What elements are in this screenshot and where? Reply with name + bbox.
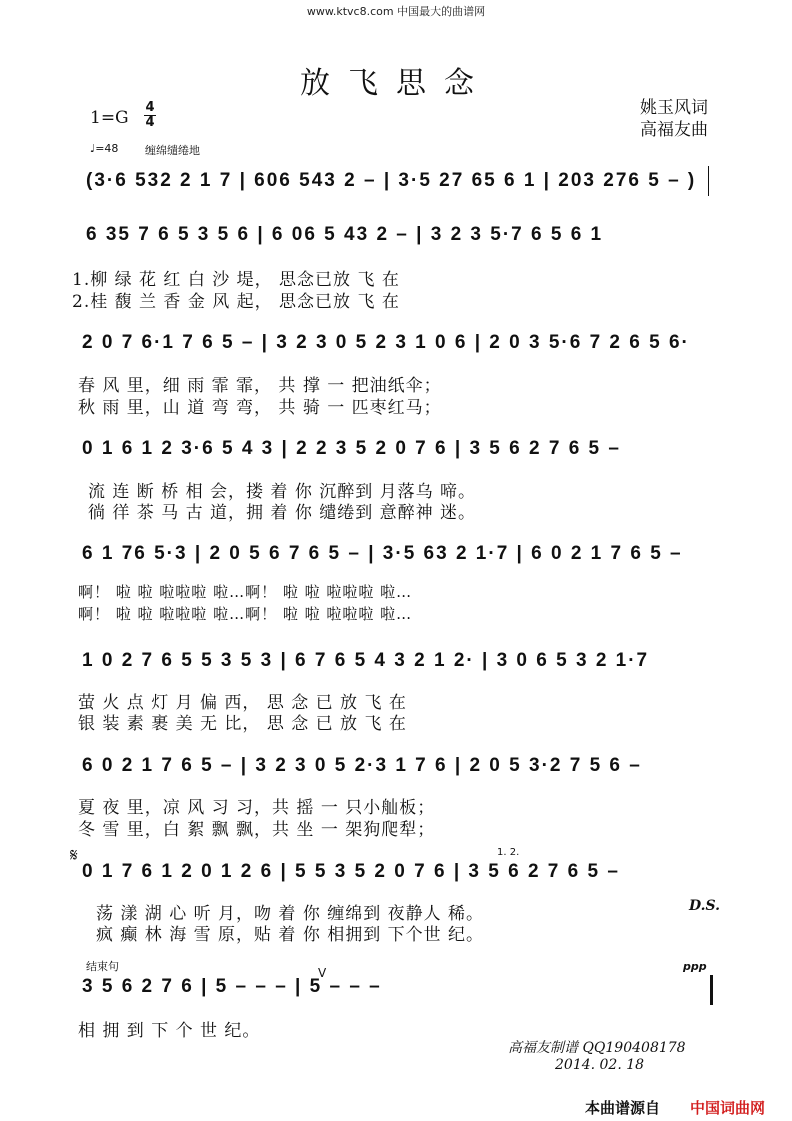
engraved-date: 2014. 02. 18 bbox=[555, 1057, 645, 1073]
system-4-lyric-1: 流 连 断 桥 相 会，搂 着 你 沉醉到 月落乌 啼。 bbox=[88, 482, 477, 502]
lyricist: 姚玉风词 bbox=[640, 98, 708, 118]
breath-mark: V bbox=[318, 966, 327, 980]
site-header: www.ktvc8.com 中国最大的曲谱网 bbox=[306, 5, 486, 18]
system-2-lyric-2: 2.桂 馥 兰 香 金 风 起， 思念已放 飞 在 bbox=[72, 292, 400, 312]
source-label: 本曲谱源自 bbox=[585, 1099, 661, 1117]
time-bottom: 4 bbox=[145, 115, 155, 130]
segno-sign: 𝄋 bbox=[70, 845, 78, 866]
time-signature bbox=[144, 101, 156, 130]
system-2-lyric-1: 1.柳 绿 花 红 白 沙 堤， 思念已放 飞 在 bbox=[72, 270, 400, 290]
system-1-notes: (3·6 532 2 1 7 | 606 543 2 – | 3·5 27 65 6 1 | 203 276 5 – ) bbox=[86, 170, 697, 191]
system-7-lyric-2: 冬 雪 里，白 絮 飘 飘，共 坐 一 架狗爬犁； bbox=[78, 820, 436, 840]
system-2-notes: 6 35 7 6 5 3 5 6 | 6 06 5 43 2 – | 3 2 3 5·7 6 5 6 1 bbox=[86, 224, 604, 245]
system-9-notes: 3 5 6 2 7 6 | 5 – – – | 5 – – – bbox=[82, 976, 382, 997]
system-7-notes: 6 0 2 1 7 6 5 – | 3 2 3 0 5 2·3 1 7 6 | 2 0 5 3·2 7 5 6 – bbox=[82, 755, 642, 776]
style-mark: 缠绵缱绻地 bbox=[145, 144, 200, 157]
system-9-lyric-1: 相 拥 到 下 个 世 纪。 bbox=[78, 1021, 261, 1041]
volta-bracket: 1. 2. bbox=[497, 847, 520, 858]
system-8-lyric-2: 疯 癫 林 海 雪 原，贴 着 你 相拥到 下个世 纪。 bbox=[96, 925, 485, 945]
system-3-notes: 2 0 7 6·1 7 6 5 – | 3 2 3 0 5 2 3 1 0 6 | 2 0 3 5·6 7 2 6 5 6· bbox=[82, 332, 690, 353]
system-4-notes: 0 1 6 1 2 3·6 5 4 3 | 2 2 3 5 2 0 7 6 | 3 5 6 2 7 6 5 – bbox=[82, 438, 621, 459]
ending-label: 结束句 bbox=[86, 960, 119, 973]
tempo-mark: ♩=48 bbox=[90, 142, 119, 155]
system-5-notes: 6 1 76 5·3 | 2 0 5 6 7 6 5 – | 3·5 63 2 1·7 | 6 0 2 1 7 6 5 – bbox=[82, 543, 683, 564]
system-6-lyric-1: 萤 火 点 灯 月 偏 西， 思 念 已 放 飞 在 bbox=[78, 693, 407, 713]
system-4-lyric-2: 徜 徉 茶 马 古 道，拥 着 你 缱绻到 意醉神 迷。 bbox=[88, 503, 477, 523]
system-6-lyric-2: 银 装 素 裹 美 无 比， 思 念 已 放 飞 在 bbox=[78, 714, 407, 734]
system-3-lyric-1: 春 风 里，细 雨 霏 霏， 共 撑 一 把油纸伞； bbox=[78, 376, 442, 396]
composer: 高福友曲 bbox=[640, 120, 708, 140]
system-8-lyric-1: 荡 漾 湖 心 听 月，吻 着 你 缠绵到 夜静人 稀。 bbox=[96, 904, 485, 924]
system-5-lyric-1: 啊！ 啦 啦 啦啦啦 啦…啊！ 啦 啦 啦啦啦 啦… bbox=[78, 583, 413, 601]
song-title: 放飞思念 bbox=[300, 66, 492, 101]
system-7-lyric-1: 夏 夜 里，凉 风 习 习，共 摇 一 只小舢板； bbox=[78, 798, 436, 818]
dynamic-mark: ppp bbox=[683, 960, 707, 973]
key-signature: 1=G bbox=[90, 108, 129, 128]
system-5-lyric-2: 啊！ 啦 啦 啦啦啦 啦…啊！ 啦 啦 啦啦啦 啦… bbox=[78, 605, 413, 623]
credits bbox=[640, 97, 708, 141]
ds-mark: D.S. bbox=[689, 898, 721, 914]
system-3-lyric-2: 秋 雨 里，山 道 弯 弯， 共 骑 一 匹枣红马； bbox=[78, 398, 442, 418]
system-8-notes: 0 1 7 6 1 2 0 1 2 6 | 5 5 3 5 2 0 7 6 | 3 5 6 2 7 6 5 – bbox=[82, 861, 620, 882]
system-6-notes: 1 0 2 7 6 5 5 3 5 3 | 6 7 6 5 4 3 2 1 2· | 3 0 6 5 3 2 1·7 bbox=[82, 650, 650, 671]
source-site-link[interactable]: 中国词曲网 bbox=[690, 1099, 766, 1117]
final-barline bbox=[710, 975, 713, 1005]
engraver-credit: 高福友制谱 QQ190408178 bbox=[508, 1040, 686, 1056]
time-top: 4 bbox=[145, 100, 155, 115]
barline bbox=[708, 166, 709, 196]
